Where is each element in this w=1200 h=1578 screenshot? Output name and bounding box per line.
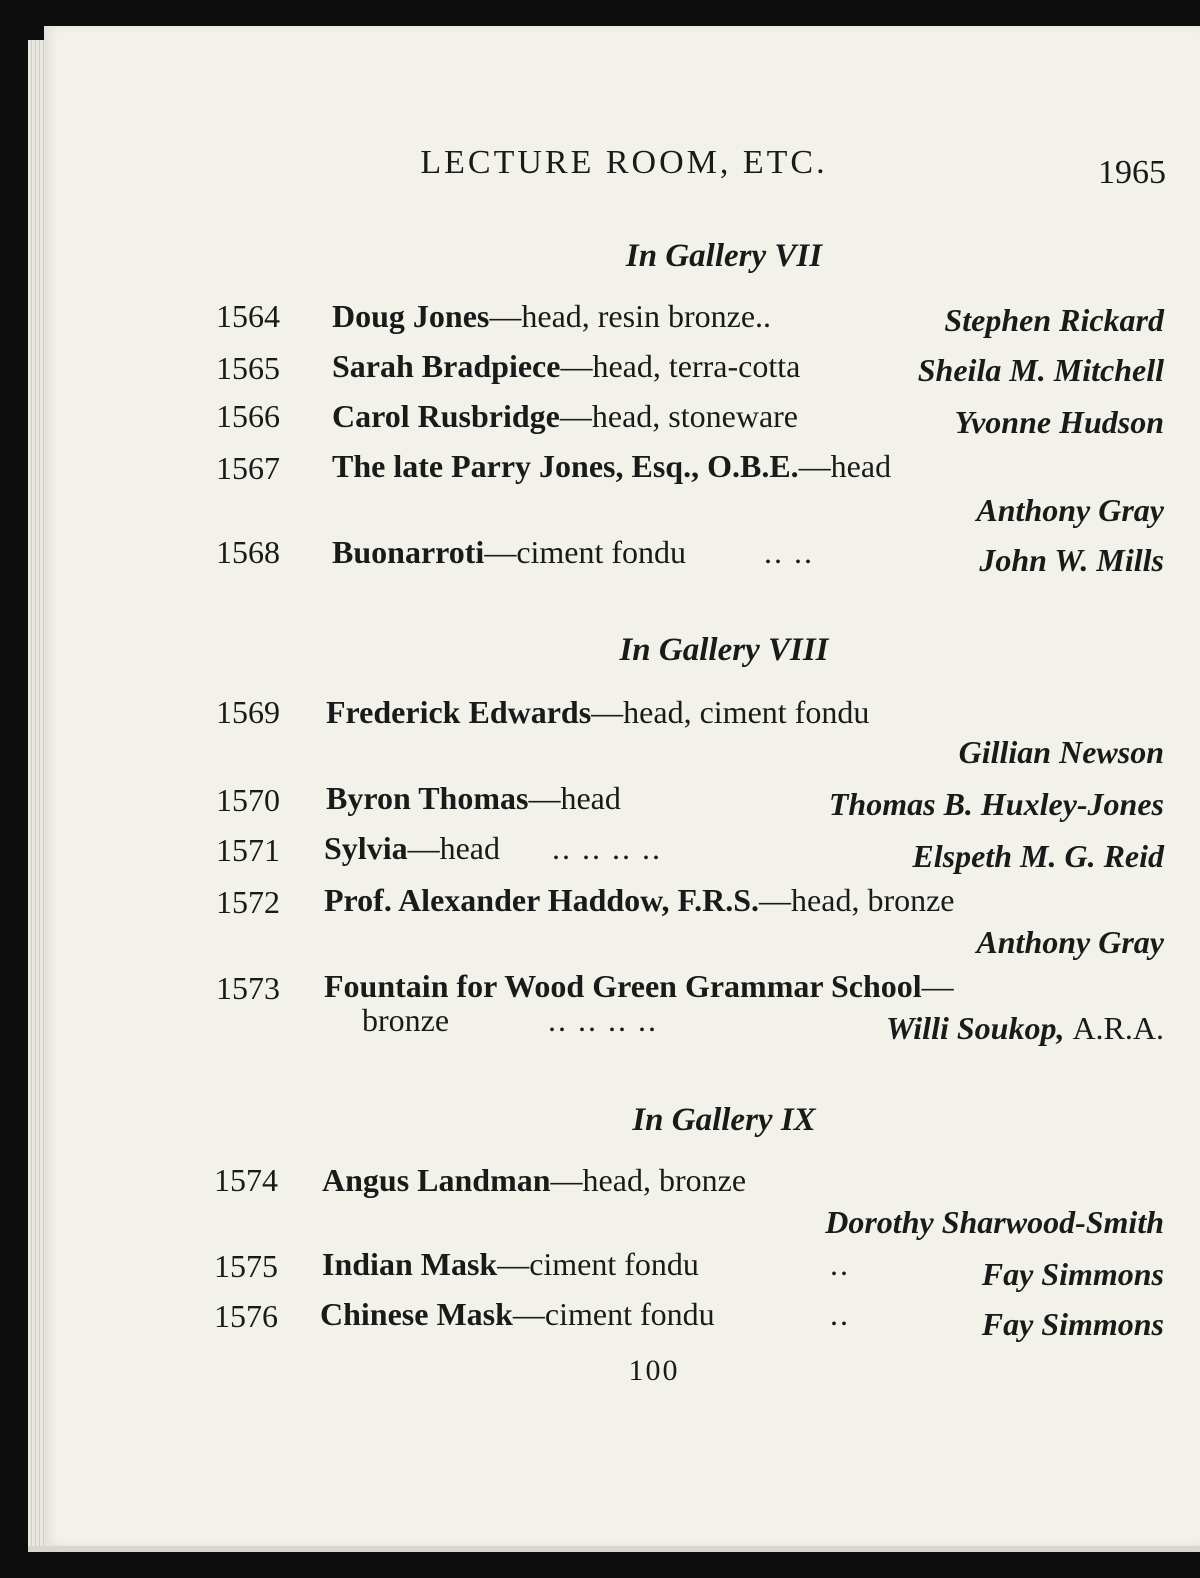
entry-medium: —ciment fondu <box>512 1296 715 1332</box>
entry-number: 1568 <box>216 534 280 570</box>
entry-artist: Sheila M. Mitchell <box>917 352 1164 388</box>
entry-title <box>324 830 500 867</box>
entry-medium: —ciment fondu <box>484 534 687 570</box>
page-bottom-edge <box>28 1546 1200 1552</box>
gallery-heading-vii: In Gallery VII <box>625 238 823 274</box>
entry-artist: John W. Mills <box>979 542 1164 578</box>
entry-medium: —head, bronze <box>550 1162 747 1198</box>
entry-artist: Fay Simmons <box>981 1306 1164 1342</box>
entry-medium: —ciment fondu <box>497 1246 699 1282</box>
entry-subject: Sylvia <box>324 830 408 866</box>
header-year: 1965 <box>1098 154 1166 191</box>
entry-leaders: .. <box>830 1246 850 1282</box>
entry-number: 1572 <box>216 884 280 920</box>
entry-title <box>322 1162 746 1199</box>
entry-subject: Prof. Alexander Haddow, F.R.S. <box>324 882 760 918</box>
entry-medium: —head <box>528 780 621 816</box>
entry-number: 1567 <box>216 450 280 486</box>
entry-subject: Chinese Mask <box>320 1296 513 1332</box>
entry-subject: Byron Thomas <box>326 780 529 816</box>
entry-number: 1573 <box>216 970 280 1006</box>
catalogue-page <box>44 26 1200 1546</box>
entry-number: 1566 <box>216 398 280 434</box>
entry-title <box>324 968 954 1005</box>
entry-artist: Stephen Rickard <box>944 302 1164 338</box>
gallery-heading-ix: In Gallery IX <box>632 1102 816 1138</box>
entry-leaders: .. .. <box>764 534 814 570</box>
entry-title <box>324 882 955 919</box>
entry-subject: Fountain for Wood Green Grammar School <box>324 968 922 1004</box>
entry-artist: Yvonne Hudson <box>954 404 1164 440</box>
entry-leaders: .. .. .. .. <box>552 830 662 866</box>
entry-title <box>326 694 869 731</box>
entry-number: 1565 <box>216 350 280 386</box>
entry-artist: Elspeth M. G. Reid <box>912 838 1164 874</box>
entry-subject: Buonarroti <box>332 534 485 570</box>
entry-leaders: .. <box>755 298 772 334</box>
entry-number: 1575 <box>214 1248 278 1284</box>
entry-number: 1571 <box>216 832 280 868</box>
artist-suffix: A.R.A. <box>1072 1010 1164 1046</box>
entry-title <box>322 1246 699 1283</box>
entry-number: 1569 <box>216 694 280 730</box>
entry-subject: Angus Landman <box>322 1162 551 1198</box>
entry-medium: —head, stoneware <box>559 398 798 434</box>
entry-medium: —head, ciment fondu <box>591 694 870 730</box>
entry-title <box>332 534 686 571</box>
entry-medium: — <box>921 968 954 1004</box>
page-number: 100 <box>628 1354 680 1387</box>
entry-medium: —head, resin bronze <box>489 298 756 334</box>
entry-subject: The late Parry Jones, Esq., O.B.E. <box>332 448 799 484</box>
entry-number: 1570 <box>216 782 280 818</box>
entry-title <box>320 1296 715 1333</box>
entry-medium-continued: bronze <box>362 1002 450 1038</box>
entry-medium: —head <box>407 830 500 866</box>
entry-artist: Anthony Gray <box>976 924 1164 960</box>
entry-artist: Dorothy Sharwood-Smith <box>825 1204 1164 1240</box>
entry-artist: Thomas B. Huxley-Jones <box>828 786 1164 822</box>
entry-medium: —head <box>798 448 892 484</box>
entry-medium: —head, terra-cotta <box>560 348 801 384</box>
entry-title <box>332 348 800 385</box>
running-header: LECTURE ROOM, ETC. <box>420 144 828 181</box>
entry-subject: Indian Mask <box>322 1246 498 1282</box>
entry-title <box>332 398 798 435</box>
entry-number: 1576 <box>214 1298 278 1334</box>
entry-subject: Frederick Edwards <box>326 694 592 730</box>
entry-subject: Carol Rusbridge <box>332 398 560 434</box>
entry-subject: Sarah Bradpiece <box>332 348 561 384</box>
entry-artist: Fay Simmons <box>981 1256 1164 1292</box>
entry-medium: —head, bronze <box>759 882 955 918</box>
gallery-heading-viii: In Gallery VIII <box>619 632 829 668</box>
artist-name: Willi Soukop, <box>886 1010 1065 1046</box>
entry-leaders: .. <box>830 1296 850 1332</box>
entry-title <box>332 448 891 485</box>
entry-title <box>326 780 621 817</box>
entry-number: 1564 <box>216 298 280 334</box>
entry-artist: Gillian Newson <box>958 734 1164 770</box>
entry-number: 1574 <box>214 1162 278 1198</box>
entry-leaders: .. .. .. .. <box>548 1002 658 1038</box>
entry-artist: Anthony Gray <box>976 492 1164 528</box>
entry-artist <box>886 1010 1164 1047</box>
entry-title <box>332 298 771 335</box>
entry-subject: Doug Jones <box>332 298 490 334</box>
